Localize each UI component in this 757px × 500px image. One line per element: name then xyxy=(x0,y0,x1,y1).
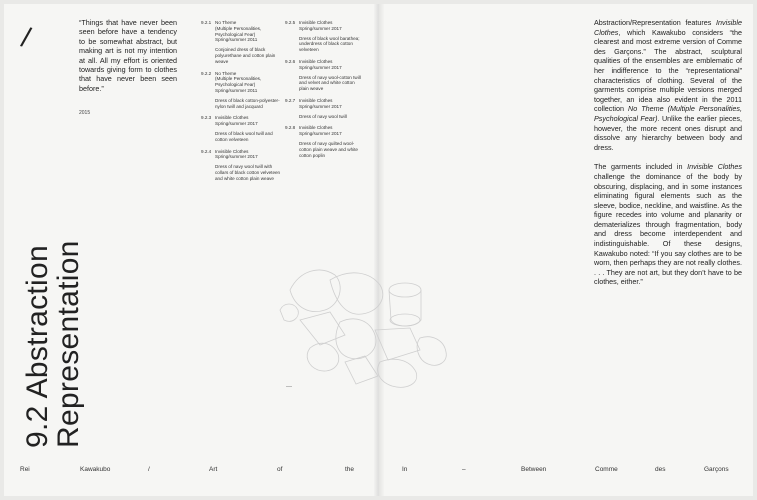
footer-word: / xyxy=(148,466,150,473)
garment-line-sketch xyxy=(270,250,460,400)
entry-number: 9.2.5 xyxy=(285,20,296,25)
catalog-column-1 xyxy=(201,20,281,188)
entry-season: Spring/summer 2011 xyxy=(215,87,258,93)
footer-word: Art xyxy=(209,466,218,473)
entry-number: 9.2.4 xyxy=(201,148,212,154)
footer-word: Rei xyxy=(20,466,30,473)
footer-word: of xyxy=(277,466,283,473)
entry-title: Invisible Clothes xyxy=(299,58,333,64)
entry-number: 9.2.7 xyxy=(285,97,296,103)
section-title-line2: Representation xyxy=(52,240,85,448)
entry-description: Dress of black wool barathea; underdress of black cotton velveteen xyxy=(299,35,360,53)
catalog-column-2 xyxy=(285,20,365,164)
entry-title: Invisible Clothes xyxy=(215,115,249,121)
entry-subtitle: (Multiple Personalities, Psychological Fear) xyxy=(215,76,262,88)
catalog-entry xyxy=(201,20,281,65)
footer-word: the xyxy=(345,466,355,473)
catalog-entry xyxy=(201,115,281,142)
section-slash: / xyxy=(18,21,34,54)
section-title xyxy=(22,18,84,448)
catalog-entry xyxy=(285,59,365,92)
entry-season: Spring/summer 2017 xyxy=(299,64,342,70)
essay-paragraph-2: The garments included in Invisible Clothes challenge the dominance of the body by obscuring, displacing, and in some instances eliminating figural elements such as the sleeve, bodice, neckline, and waistline. As the figure recedes into volume and planarity or dematerializes through fragmentation, body and dress become interdependent and indistinguishable. Of these designs, Kawakubo noted: “If you say clothes are to be worn, then perhaps they are not really clothes. . . . They are not art, but they don’t have to be clothes, either.” xyxy=(594,162,743,287)
dash-mark: — xyxy=(286,384,292,390)
footer-word: Garçons xyxy=(704,466,729,473)
catalog-entry xyxy=(285,20,365,53)
entry-season: Spring/summer 2017 xyxy=(215,154,258,160)
entry-number: 9.2.1 xyxy=(201,20,212,25)
entry-description: Dress of navy wool twill with collars of black cotton velveteen and white cotton plain weave xyxy=(215,164,281,181)
catalog-entry xyxy=(285,125,365,158)
footer-word: – xyxy=(462,466,466,473)
catalog-entry xyxy=(201,71,281,110)
footer-word: Kawakubo xyxy=(80,466,111,473)
entry-description: Dress of navy quilted wool-cotton plain weave and white cotton poplin xyxy=(299,140,358,158)
entry-season: Spring/summer 2017 xyxy=(299,25,342,31)
footer-word: des xyxy=(655,466,666,473)
footer-word: In xyxy=(402,466,408,473)
footer-word: Between xyxy=(521,466,547,473)
entry-title: Invisible Clothes xyxy=(299,20,333,25)
entry-number: 9.2.6 xyxy=(285,58,296,64)
entry-season: Spring/summer 2017 xyxy=(299,103,342,109)
entry-title: Invisible Clothes xyxy=(299,97,333,103)
entry-description: Dress of navy wool-cotton twill and velvet and white cotton plain weave xyxy=(299,74,361,92)
entry-season: Spring/summer 2011 xyxy=(215,37,258,43)
entry-description: Dress of black cotton-polyester-nylon twill and jacquard xyxy=(215,97,280,109)
catalog-entry xyxy=(285,98,365,119)
entry-title: No Theme xyxy=(215,70,237,76)
entry-description: Conjoined dress of black polyurethane and cotton plain weave xyxy=(215,47,276,64)
quote-year: 2015 xyxy=(79,110,91,116)
entry-number: 9.2.3 xyxy=(201,115,212,121)
footer-word: Comme xyxy=(595,466,618,473)
entry-season: Spring/summer 2017 xyxy=(299,131,342,137)
pull-quote: “Things that have never been seen before have a tendency to be somewhat abstract, but making art is not my intention at all. All my effort is oriented towards giving form to clothes that have never been seen before.” xyxy=(79,18,177,93)
entry-number: 9.2.2 xyxy=(201,70,212,76)
entry-description: Dress of black wool twill and cotton velveteen xyxy=(215,130,273,142)
catalog-entry xyxy=(201,149,281,182)
entry-title: Invisible Clothes xyxy=(215,148,249,154)
entry-description: Dress of navy wool twill xyxy=(299,113,347,119)
essay-text xyxy=(594,18,742,297)
essay-paragraph-1: Abstraction/Representation features Invisible Clothes, which Kawakubo considers “the clearest and most extreme version of Comme des Garçons.” The abstract, sculptural qualities of the ensembles are emblematic of her indifference to the “representational” characteristics of clothing. Several of the garments comprise multiple versions merged together, an idea also evident in the 2011 collection No Theme (Multiple Personalities, Psychological Fear). Unlike the earlier pieces, however, the more recent ones disrupt and dissolve any hierarchy between body and dress. xyxy=(594,18,742,152)
section-title-line1: 9.2 Abstraction xyxy=(21,245,54,448)
entry-number: 9.2.8 xyxy=(285,125,296,131)
entry-subtitle: (Multiple Personalities, Psychological Fear) xyxy=(215,25,262,37)
entry-season: Spring/summer 2017 xyxy=(215,121,258,127)
entry-title: Invisible Clothes xyxy=(299,125,333,131)
entry-title: No Theme xyxy=(215,20,237,25)
